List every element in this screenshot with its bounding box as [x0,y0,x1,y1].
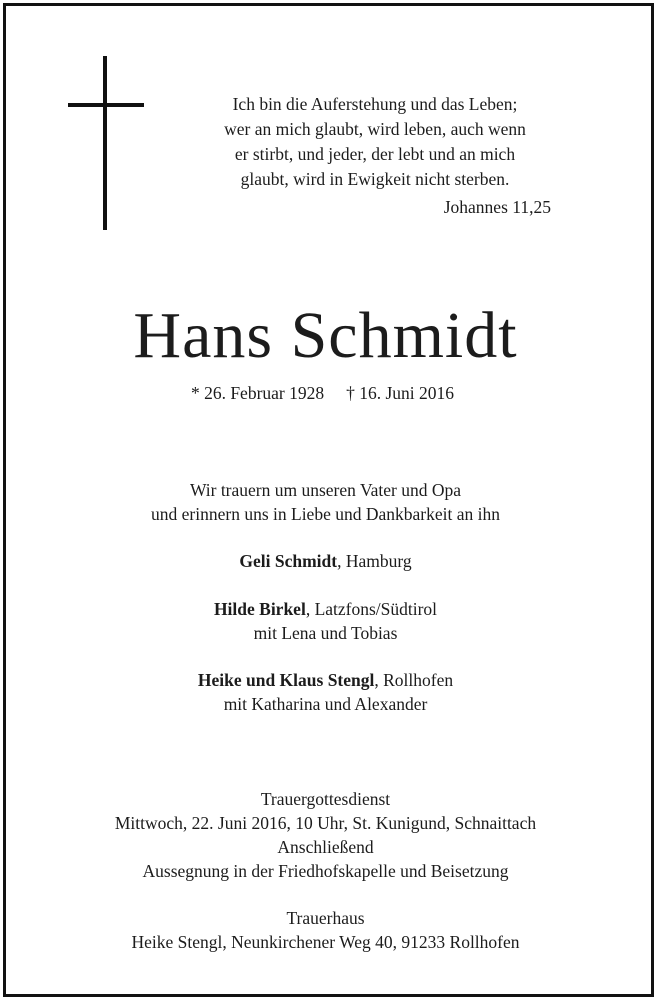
family-member-place: , Hamburg [337,551,412,571]
family-member-extra: mit Katharina und Alexander [223,694,428,714]
house-title: Trauerhaus [286,908,365,928]
death-cross-icon: † [346,383,355,403]
verse-line: glaubt, wird in Ewigkeit nicht sterben. [240,169,510,189]
family-member-name: Heike und Klaus Stengl [197,670,375,690]
service-line: Trauergottesdienst [260,789,391,809]
deceased-name: Hans Schmidt [133,299,518,372]
birth-star-icon: * [190,383,200,403]
family-member [0,597,651,645]
bible-verse [200,92,550,192]
house-address: Heike Stengl, Neunkirchener Weg 40, 91233 Rollhofen [131,932,520,952]
service-info [0,787,651,883]
mourning-line: und erinnern uns in Liebe und Dankbarkeit an ihn [151,504,500,524]
death-date: 16. Juni 2016 [359,383,455,403]
verse-line: er stirbt, und jeder, der lebt und an mich [234,144,516,164]
birth-date: 26. Februar 1928 [204,383,325,403]
family-member-place: , Latzfons/Südtirol [305,599,438,619]
family-member [0,549,651,573]
service-line: Aussegnung in der Friedhofskapelle und Beisetzung [142,861,509,881]
family-member-name: Hilde Birkel [213,599,306,619]
verse-line: wer an mich glaubt, wird leben, auch wenn [224,119,526,139]
family-member-name: Geli Schmidt [239,551,338,571]
life-dates [0,380,645,406]
mourning-text [0,478,651,526]
cross-icon [68,56,144,230]
verse-line: Ich bin die Auferstehung und das Leben; [232,94,518,114]
verse-reference: Johannes 11,25 [443,197,551,217]
service-line: Anschließend [277,837,374,857]
family-member-place: , Rollhofen [374,670,454,690]
mourning-house [0,906,651,954]
service-line: Mittwoch, 22. Juni 2016, 10 Uhr, St. Kunigund, Schnaittach [114,813,537,833]
family-member-extra: mit Lena und Tobias [253,623,398,643]
family-member [0,668,651,716]
mourning-line: Wir trauern um unseren Vater und Opa [189,480,462,500]
